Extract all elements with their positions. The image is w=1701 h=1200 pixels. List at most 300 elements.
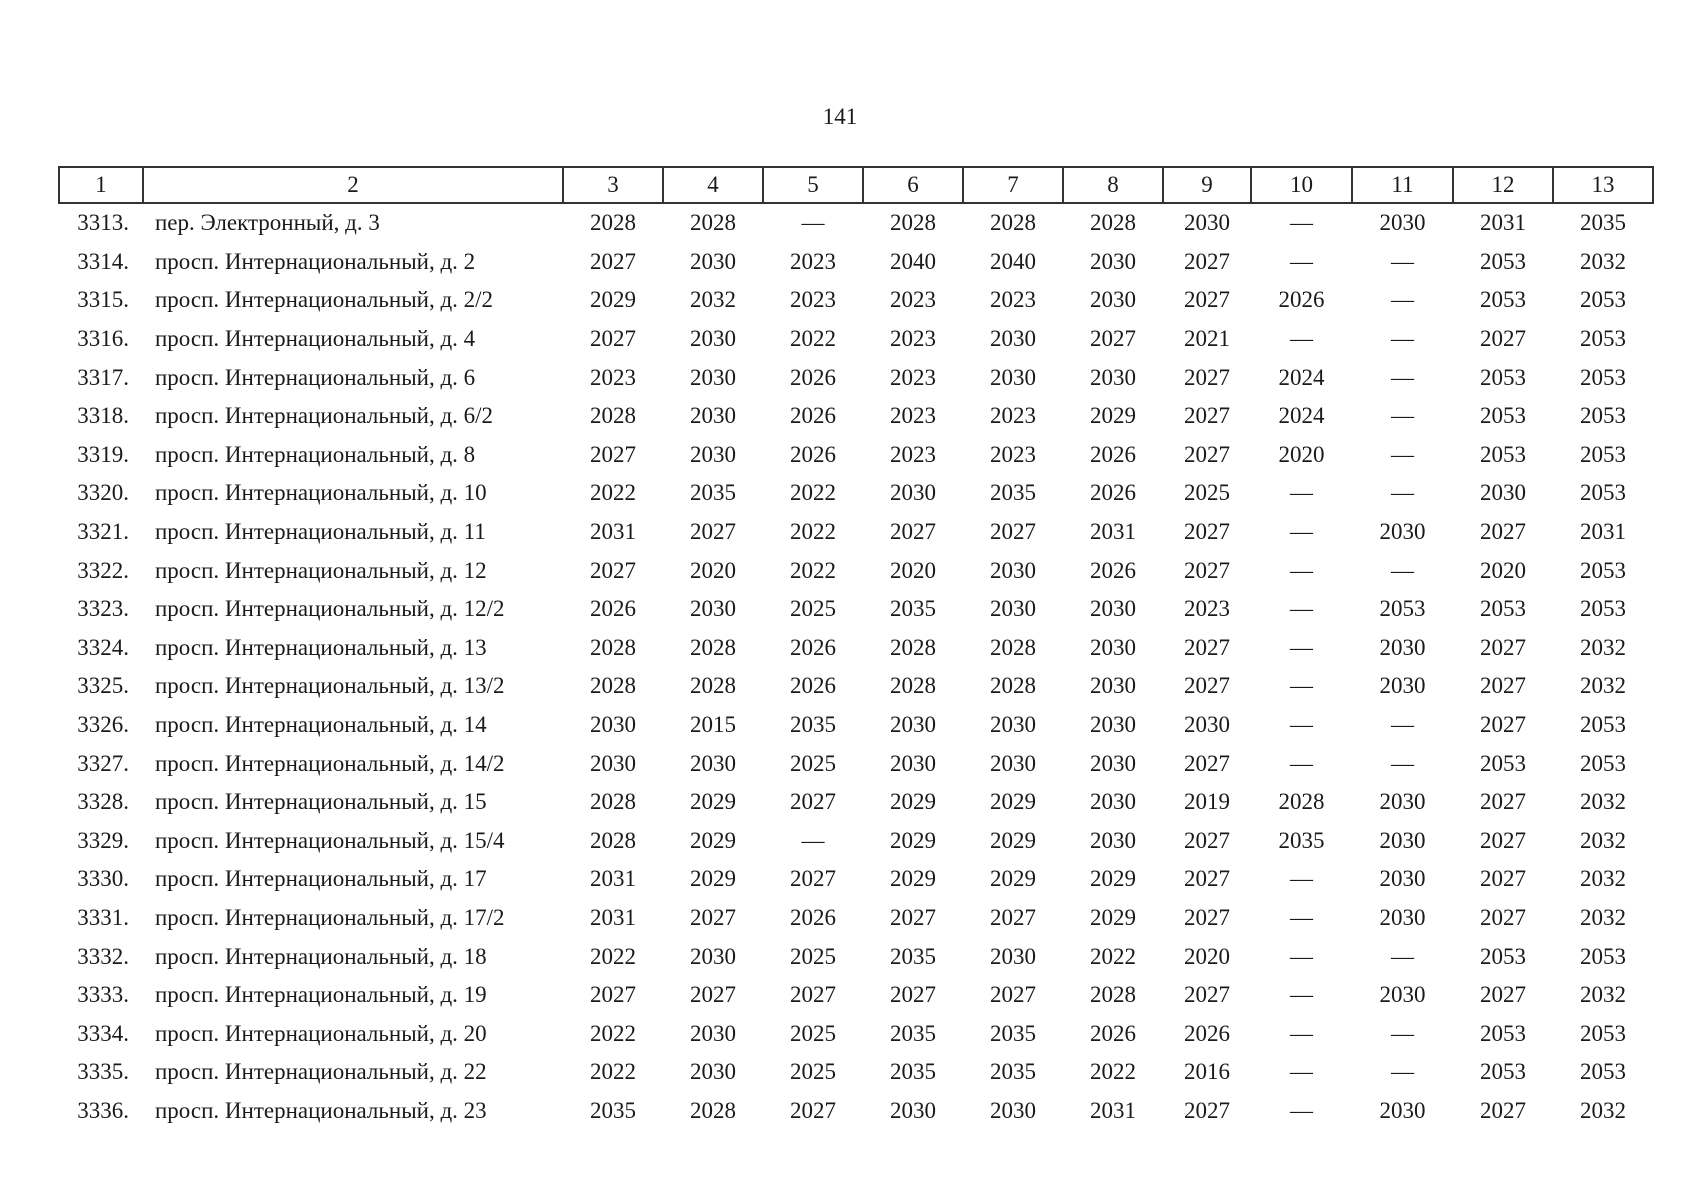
year-cell: 2027	[590, 557, 636, 583]
year-cell: —	[1290, 904, 1313, 930]
year-cell: 2030	[690, 943, 736, 969]
year-cell: 2023	[990, 287, 1036, 313]
year-cell: 2030	[1379, 866, 1426, 892]
year-cell: 2026	[790, 403, 836, 429]
year-cell: 2029	[890, 866, 936, 892]
row-number-cell: 3320.	[77, 480, 129, 506]
year-cell: 2030	[690, 750, 736, 776]
year-cell: 2030	[690, 403, 736, 429]
year-cell: 2028	[1278, 789, 1325, 815]
year-cell: 2030	[1090, 750, 1136, 776]
year-cell: 2031	[590, 519, 636, 545]
row-number-cell: 3318.	[77, 403, 129, 429]
year-cell: 2027	[990, 519, 1036, 545]
year-cell: —	[1391, 441, 1414, 467]
year-cell: 2030	[1379, 673, 1426, 699]
table-body	[59, 203, 1653, 1130]
year-cell: 2027	[690, 519, 736, 545]
year-cell: 2027	[790, 866, 836, 892]
year-cell: 2040	[990, 248, 1036, 274]
year-cell: 2053	[1580, 287, 1626, 313]
year-cell: —	[1290, 326, 1313, 352]
year-cell: 2027	[1184, 1097, 1230, 1123]
column-header: 10	[1251, 167, 1352, 203]
year-cell: 2023	[890, 287, 936, 313]
year-cell: 2029	[990, 866, 1036, 892]
year-cell: 2025	[790, 1020, 836, 1046]
year-cell: —	[1290, 866, 1313, 892]
year-cell: 2023	[1184, 596, 1230, 622]
year-cell: 2028	[690, 210, 736, 236]
column-header: 3	[563, 167, 663, 203]
year-cell: 2029	[1090, 866, 1136, 892]
year-cell: 2028	[1090, 982, 1136, 1008]
year-cell: 2030	[1379, 210, 1426, 236]
year-cell: 2053	[1480, 403, 1526, 429]
year-cell: —	[1391, 1020, 1414, 1046]
year-cell: 2029	[1090, 904, 1136, 930]
year-cell: 2027	[1480, 982, 1526, 1008]
year-cell: 2029	[890, 827, 936, 853]
year-cell: —	[1290, 210, 1313, 236]
year-cell: 2023	[890, 441, 936, 467]
year-cell: 2053	[1580, 326, 1626, 352]
year-cell: 2030	[690, 596, 736, 622]
row-number-cell: 3328.	[77, 789, 129, 815]
address-cell: просп. Интернациональный, д. 11	[155, 519, 486, 545]
year-cell: 2015	[690, 712, 736, 738]
year-cell: 2021	[1184, 326, 1230, 352]
year-cell: 2027	[790, 982, 836, 1008]
year-cell: 2027	[1184, 827, 1230, 853]
year-cell: 2030	[1379, 789, 1426, 815]
column-header: 2	[143, 167, 563, 203]
row-number-cell: 3314.	[77, 248, 129, 274]
address-cell: просп. Интернациональный, д. 8	[155, 441, 476, 467]
year-cell: —	[1391, 750, 1414, 776]
year-cell: 2026	[1184, 1020, 1230, 1046]
year-cell: 2028	[590, 210, 636, 236]
year-cell: 2030	[990, 326, 1036, 352]
table-row	[59, 1053, 1653, 1092]
year-cell: 2030	[890, 1097, 936, 1123]
table-row	[59, 976, 1653, 1015]
row-number-cell: 3333.	[77, 982, 129, 1008]
year-cell: 2029	[690, 789, 736, 815]
column-header: 11	[1352, 167, 1453, 203]
address-cell: просп. Интернациональный, д. 2	[155, 248, 476, 274]
year-cell: —	[1290, 557, 1313, 583]
year-cell: 2032	[1580, 904, 1626, 930]
year-cell: 2030	[690, 1020, 736, 1046]
year-cell: 2028	[990, 634, 1036, 660]
year-cell: —	[801, 827, 825, 853]
year-cell: 2030	[1184, 712, 1230, 738]
row-number-cell: 3325.	[77, 673, 129, 699]
year-cell: 2035	[1580, 210, 1626, 236]
year-cell: —	[1391, 248, 1414, 274]
year-cell: 2031	[1090, 519, 1136, 545]
year-cell: 2030	[690, 326, 736, 352]
year-cell: 2032	[1580, 248, 1626, 274]
row-number-cell: 3334.	[77, 1020, 129, 1046]
table-row	[59, 629, 1653, 668]
address-cell: просп. Интернациональный, д. 12	[155, 557, 487, 583]
year-cell: 2030	[1379, 634, 1426, 660]
table-row	[59, 474, 1653, 513]
page-number: 141	[822, 104, 858, 129]
year-cell: 2023	[790, 287, 836, 313]
table-row	[59, 397, 1653, 436]
year-cell: 2026	[1090, 480, 1136, 506]
year-cell: 2053	[1480, 596, 1526, 622]
year-cell: 2027	[1184, 904, 1230, 930]
year-cell: 2027	[1480, 789, 1526, 815]
table-row	[59, 783, 1653, 822]
year-cell: 2030	[1090, 634, 1136, 660]
year-cell: 2027	[1090, 326, 1136, 352]
year-cell: —	[1290, 673, 1313, 699]
year-cell: 2020	[1278, 441, 1325, 467]
year-cell: 2027	[1184, 982, 1230, 1008]
address-cell: просп. Интернациональный, д. 2/2	[155, 287, 494, 313]
table-row	[59, 822, 1653, 861]
table-row	[59, 1014, 1653, 1053]
table-row	[59, 203, 1653, 243]
year-cell: 2020	[690, 557, 736, 583]
year-cell: 2027	[1184, 364, 1230, 390]
row-number-cell: 3319.	[77, 441, 129, 467]
year-cell: 2030	[1379, 1097, 1426, 1123]
year-cell: 2030	[1184, 210, 1230, 236]
year-cell: 2053	[1480, 1020, 1526, 1046]
year-cell: 2027	[1184, 287, 1230, 313]
year-cell: 2027	[690, 982, 736, 1008]
address-cell: просп. Интернациональный, д. 17	[155, 866, 487, 892]
year-cell: 2022	[1090, 1059, 1136, 1085]
year-cell: 2030	[990, 364, 1036, 390]
year-cell: 2035	[790, 712, 836, 738]
year-cell: —	[1391, 943, 1414, 969]
year-cell: 2030	[1379, 519, 1426, 545]
year-cell: 2035	[1278, 827, 1325, 853]
year-cell: —	[1290, 1020, 1313, 1046]
year-cell: —	[1391, 326, 1414, 352]
year-cell: 2028	[690, 673, 736, 699]
year-cell: 2022	[590, 1020, 636, 1046]
year-cell: 2029	[890, 789, 936, 815]
year-cell: 2023	[890, 403, 936, 429]
year-cell: 2027	[1480, 1097, 1526, 1123]
column-header: 13	[1553, 167, 1653, 203]
address-cell: просп. Интернациональный, д. 4	[155, 326, 476, 352]
year-cell: —	[801, 210, 825, 236]
column-header: 1	[59, 167, 143, 203]
year-cell: 2028	[590, 634, 636, 660]
year-cell: 2025	[1184, 480, 1230, 506]
year-cell: 2030	[590, 750, 636, 776]
year-cell: 2028	[990, 673, 1036, 699]
year-cell: 2030	[990, 750, 1036, 776]
year-cell: 2027	[890, 982, 936, 1008]
year-cell: —	[1290, 596, 1313, 622]
header-row	[59, 167, 1653, 203]
year-cell: 2027	[1480, 827, 1526, 853]
year-cell: 2026	[790, 441, 836, 467]
year-cell: 2030	[1090, 789, 1136, 815]
year-cell: 2030	[1090, 712, 1136, 738]
year-cell: 2053	[1580, 712, 1626, 738]
address-cell: просп. Интернациональный, д. 13/2	[155, 673, 505, 699]
address-cell: просп. Интернациональный, д. 14/2	[155, 750, 505, 776]
year-cell: 2028	[590, 789, 636, 815]
row-number-cell: 3316.	[77, 326, 129, 352]
year-cell: 2030	[990, 557, 1036, 583]
year-cell: 2028	[890, 673, 936, 699]
year-cell: 2032	[1580, 1097, 1626, 1123]
year-cell: 2053	[1580, 480, 1626, 506]
address-cell: просп. Интернациональный, д. 22	[155, 1059, 487, 1085]
year-cell: 2025	[790, 1059, 836, 1085]
year-cell: 2053	[1580, 1059, 1626, 1085]
year-cell: 2028	[690, 634, 736, 660]
year-cell: —	[1391, 712, 1414, 738]
table-row	[59, 744, 1653, 783]
year-cell: 2023	[890, 364, 936, 390]
year-cell: 2027	[890, 904, 936, 930]
year-cell: 2022	[590, 480, 636, 506]
year-cell: 2030	[890, 750, 936, 776]
year-cell: 2022	[790, 480, 836, 506]
year-cell: 2022	[790, 326, 836, 352]
year-cell: 2053	[1580, 441, 1626, 467]
row-number-cell: 3336.	[77, 1097, 129, 1123]
table-row	[59, 1092, 1653, 1131]
year-cell: 2025	[790, 750, 836, 776]
year-cell: 2027	[590, 441, 636, 467]
schedule-table	[58, 166, 1654, 1130]
column-header: 5	[763, 167, 863, 203]
year-cell: 2032	[1580, 827, 1626, 853]
year-cell: 2053	[1580, 943, 1626, 969]
year-cell: 2027	[1480, 866, 1526, 892]
address-cell: просп. Интернациональный, д. 18	[155, 943, 487, 969]
year-cell: 2029	[690, 827, 736, 853]
year-cell: 2053	[1480, 287, 1526, 313]
year-cell: 2027	[1184, 403, 1230, 429]
row-number-cell: 3324.	[77, 634, 129, 660]
year-cell: 2027	[1184, 248, 1230, 274]
year-cell: 2030	[1090, 827, 1136, 853]
year-cell: 2053	[1480, 750, 1526, 776]
year-cell: —	[1391, 1059, 1414, 1085]
column-header: 9	[1163, 167, 1251, 203]
year-cell: 2035	[890, 943, 936, 969]
year-cell: —	[1391, 287, 1414, 313]
year-cell: —	[1391, 403, 1414, 429]
address-cell: просп. Интернациональный, д. 13	[155, 634, 487, 660]
year-cell: 2053	[1480, 441, 1526, 467]
year-cell: 2053	[1580, 403, 1626, 429]
year-cell: 2026	[790, 634, 836, 660]
year-cell: 2035	[990, 1059, 1036, 1085]
year-cell: —	[1290, 1097, 1313, 1123]
row-number-cell: 3317.	[77, 364, 129, 390]
year-cell: 2031	[590, 904, 636, 930]
address-cell: просп. Интернациональный, д. 23	[155, 1097, 487, 1123]
year-cell: 2029	[690, 866, 736, 892]
year-cell: 2027	[1480, 904, 1526, 930]
year-cell: 2026	[1090, 441, 1136, 467]
year-cell: 2026	[1278, 287, 1325, 313]
year-cell: 2031	[590, 866, 636, 892]
address-cell: просп. Интернациональный, д. 19	[155, 982, 487, 1008]
year-cell: 2027	[990, 904, 1036, 930]
year-cell: 2030	[590, 712, 636, 738]
address-cell: просп. Интернациональный, д. 12/2	[155, 596, 505, 622]
address-cell: просп. Интернациональный, д. 6	[155, 364, 476, 390]
year-cell: 2053	[1480, 364, 1526, 390]
year-cell: 2030	[890, 480, 936, 506]
year-cell: 2027	[690, 904, 736, 930]
year-cell: 2030	[1379, 982, 1426, 1008]
table-row	[59, 358, 1653, 397]
year-cell: —	[1290, 750, 1313, 776]
year-cell: 2032	[1580, 866, 1626, 892]
year-cell: —	[1290, 982, 1313, 1008]
year-cell: —	[1290, 1059, 1313, 1085]
address-cell: просп. Интернациональный, д. 15/4	[155, 827, 505, 853]
year-cell: 2027	[590, 982, 636, 1008]
year-cell: 2035	[890, 1020, 936, 1046]
year-cell: 2026	[790, 673, 836, 699]
column-header: 6	[863, 167, 963, 203]
year-cell: 2028	[890, 210, 936, 236]
year-cell: 2019	[1184, 789, 1230, 815]
row-number-cell: 3335.	[77, 1059, 129, 1085]
year-cell: —	[1391, 480, 1414, 506]
year-cell: 2032	[1580, 634, 1626, 660]
table-row	[59, 513, 1653, 552]
table-row	[59, 706, 1653, 745]
year-cell: 2030	[1090, 364, 1136, 390]
table-row	[59, 667, 1653, 706]
year-cell: 2053	[1580, 557, 1626, 583]
table-row	[59, 860, 1653, 899]
year-cell: 2027	[1480, 673, 1526, 699]
year-cell: 2026	[590, 596, 636, 622]
year-cell: —	[1290, 712, 1313, 738]
row-number-cell: 3331.	[77, 904, 129, 930]
column-header: 7	[963, 167, 1063, 203]
year-cell: 2030	[1090, 596, 1136, 622]
row-number-cell: 3327.	[77, 750, 129, 776]
year-cell: 2016	[1184, 1059, 1230, 1085]
year-cell: 2028	[890, 634, 936, 660]
year-cell: 2028	[690, 1097, 736, 1123]
table-row	[59, 937, 1653, 976]
row-number-cell: 3322.	[77, 557, 129, 583]
year-cell: 2029	[990, 827, 1036, 853]
year-cell: 2030	[690, 248, 736, 274]
year-cell: 2030	[1090, 248, 1136, 274]
year-cell: 2031	[1480, 210, 1526, 236]
year-cell: 2030	[1379, 904, 1426, 930]
year-cell: 2035	[690, 480, 736, 506]
year-cell: 2053	[1580, 750, 1626, 776]
table-row	[59, 281, 1653, 320]
year-cell: 2023	[990, 403, 1036, 429]
year-cell: 2027	[1184, 441, 1230, 467]
year-cell: 2053	[1480, 248, 1526, 274]
year-cell: 2022	[590, 1059, 636, 1085]
table-header	[59, 167, 1653, 203]
year-cell: 2028	[990, 210, 1036, 236]
row-number-cell: 3326.	[77, 712, 129, 738]
year-cell: 2029	[990, 789, 1036, 815]
column-header: 4	[663, 167, 763, 203]
year-cell: 2028	[1090, 210, 1136, 236]
year-cell: 2028	[590, 403, 636, 429]
year-cell: 2024	[1278, 364, 1325, 390]
row-number-cell: 3332.	[77, 943, 129, 969]
year-cell: 2027	[1480, 519, 1526, 545]
year-cell: 2026	[1090, 557, 1136, 583]
year-cell: 2035	[590, 1097, 636, 1123]
year-cell: 2027	[1480, 326, 1526, 352]
year-cell: 2022	[1090, 943, 1136, 969]
table-row	[59, 436, 1653, 475]
year-cell: 2030	[990, 943, 1036, 969]
year-cell: 2053	[1580, 596, 1626, 622]
year-cell: 2023	[590, 364, 636, 390]
column-header: 12	[1453, 167, 1553, 203]
year-cell: 2032	[690, 287, 736, 313]
year-cell: 2027	[1184, 866, 1230, 892]
year-cell: 2029	[1090, 403, 1136, 429]
year-cell: 2030	[990, 596, 1036, 622]
year-cell: 2028	[590, 827, 636, 853]
year-cell: 2053	[1379, 596, 1426, 622]
year-cell: 2027	[790, 789, 836, 815]
year-cell: —	[1290, 943, 1313, 969]
year-cell: 2053	[1580, 1020, 1626, 1046]
year-cell: 2029	[590, 287, 636, 313]
year-cell: 2032	[1580, 982, 1626, 1008]
address-cell: пер. Электронный, д. 3	[155, 210, 380, 236]
year-cell: 2025	[790, 596, 836, 622]
table-row	[59, 551, 1653, 590]
year-cell: 2030	[990, 1097, 1036, 1123]
year-cell: 2025	[790, 943, 836, 969]
table-row	[59, 899, 1653, 938]
year-cell: 2022	[790, 557, 836, 583]
year-cell: 2031	[1090, 1097, 1136, 1123]
year-cell: 2030	[690, 1059, 736, 1085]
year-cell: 2023	[890, 326, 936, 352]
year-cell: 2024	[1278, 403, 1325, 429]
year-cell: 2053	[1480, 1059, 1526, 1085]
row-number-cell: 3323.	[77, 596, 129, 622]
year-cell: 2035	[990, 1020, 1036, 1046]
year-cell: 2027	[790, 1097, 836, 1123]
year-cell: 2027	[1480, 634, 1526, 660]
year-cell: —	[1391, 364, 1414, 390]
year-cell: 2027	[990, 982, 1036, 1008]
year-cell: 2023	[990, 441, 1036, 467]
year-cell: 2026	[790, 904, 836, 930]
year-cell: 2027	[1184, 673, 1230, 699]
